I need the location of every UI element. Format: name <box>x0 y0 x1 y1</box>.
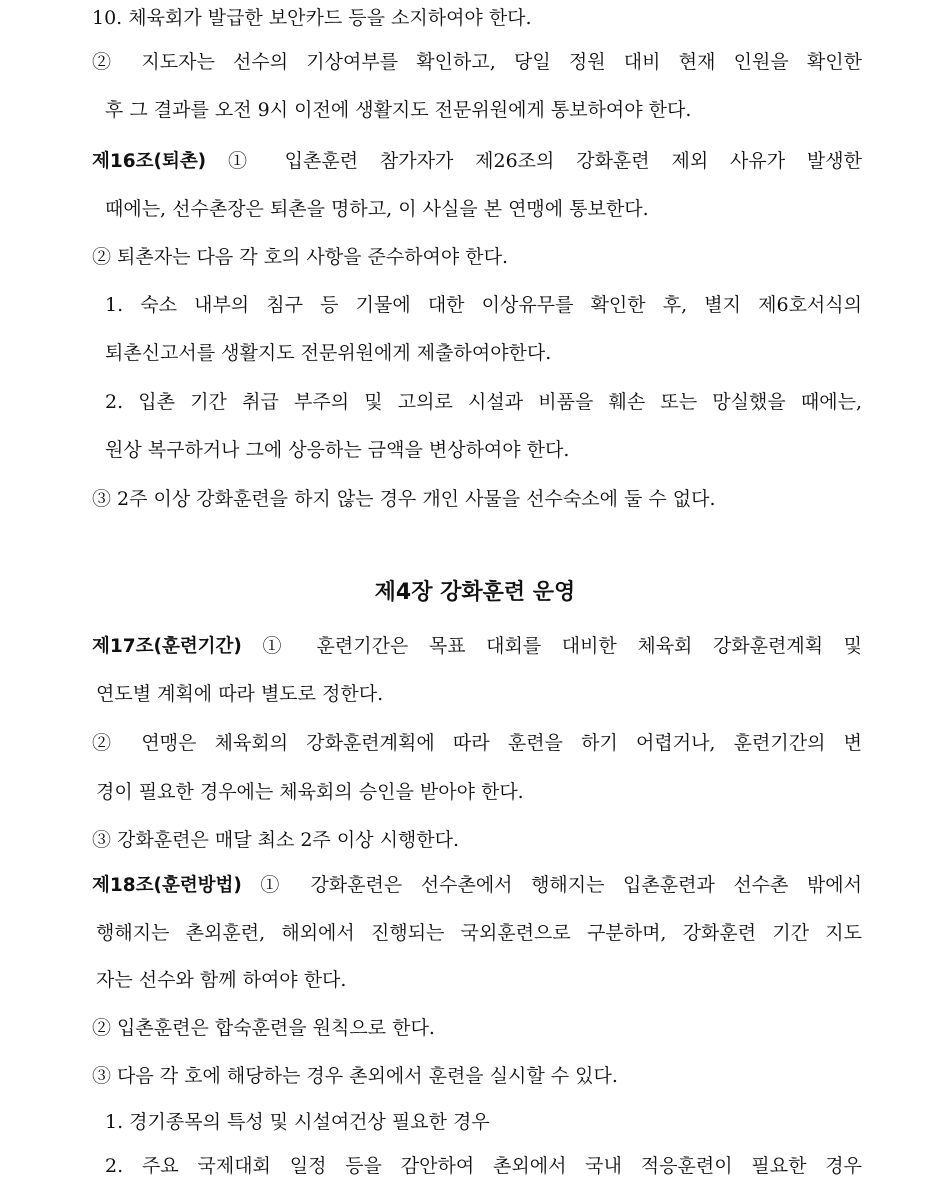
chapter-4-title: 제4장 강화훈련 운영 <box>374 580 576 605</box>
article-18-heading-line: 제18조(훈련방법) ① 강화훈련은 선수촌에서 행해지는 입촌훈련과 선수촌 밖에서 <box>92 874 862 896</box>
article-18-para1-cont2: 자는 선수와 함께 하여야 한다. <box>96 969 347 991</box>
article-18-item1: 1. 경기종목의 특성 및 시설여건상 필요한 경우 <box>105 1111 490 1133</box>
article-18-para2: ② 입촌훈련은 합숙훈련을 원칙으로 한다. <box>92 1017 435 1039</box>
article-17-para2: ② 연맹은 체육회의 강화훈련계획에 따라 훈련을 하기 어렵거나, 훈련기간의 변 <box>92 732 862 754</box>
article-17-para1-cont: 연도별 계획에 따라 별도로 정한다. <box>96 683 384 705</box>
article-17-title: 제17조(훈련기간) <box>92 636 242 657</box>
article-18-title: 제18조(훈련방법) <box>92 875 242 896</box>
article-18-para3: ③ 다음 각 호에 해당하는 경우 촌외에서 훈련을 실시할 수 있다. <box>92 1065 618 1087</box>
article-16-item1-cont: 퇴촌신고서를 생활지도 전문위원에게 제출하여야한다. <box>105 342 552 364</box>
item-10-security-card: 10. 체육회가 발급한 보안카드 등을 소지하여야 한다. <box>92 7 532 29</box>
article-16-title: 제16조(퇴촌) <box>92 151 207 172</box>
article-18-item2: 2. 주요 국제대회 일정 등을 감안하여 촌외에서 국내 적응훈련이 필요한 경우 <box>105 1155 862 1177</box>
article-16-para2: ② 퇴촌자는 다음 각 호의 사항을 준수하여야 한다. <box>92 246 509 268</box>
article-16-item1: 1. 숙소 내부의 침구 등 기물에 대한 이상유무를 확인한 후, 별지 제6호서식의 <box>105 294 862 316</box>
article-16-para1-cont: 때에는, 선수촌장은 퇴촌을 명하고, 이 사실을 본 연맹에 통보한다. <box>105 198 649 220</box>
article-16-item2: 2. 입촌 기간 취급 부주의 및 고의로 시설과 비품을 훼손 또는 망실했을 때에는, <box>105 391 862 413</box>
article-17-para3: ③ 강화훈련은 매달 최소 2주 이상 시행한다. <box>92 829 460 851</box>
article-16-heading-line: 제16조(퇴촌) ① 입촌훈련 참가자가 제26조의 강화훈련 제외 사유가 발생한 <box>92 150 862 172</box>
article-18-para1-cont: 행해지는 촌외훈련, 해외에서 진행되는 국외훈련으로 구분하며, 강화훈련 기간 지도 <box>96 922 862 944</box>
article-16-para3: ③ 2주 이상 강화훈련을 하지 않는 경우 개인 사물을 선수숙소에 둘 수 없다. <box>92 488 716 510</box>
paragraph-2-wakeup-check-cont: 후 그 결과를 오전 9시 이전에 생활지도 전문위원에게 통보하여야 한다. <box>105 99 692 121</box>
article-17-para2-cont: 경이 필요한 경우에는 체육회의 승인을 받아야 한다. <box>96 781 524 803</box>
article-16-item2-cont: 원상 복구하거나 그에 상응하는 금액을 변상하여야 한다. <box>105 439 570 461</box>
paragraph-2-wakeup-check: ② 지도자는 선수의 기상여부를 확인하고, 당일 정원 대비 현재 인원을 확인한 <box>92 51 862 73</box>
article-17-heading-line: 제17조(훈련기간) ① 훈련기간은 목표 대회를 대비한 체육회 강화훈련계획 및 <box>92 635 862 657</box>
